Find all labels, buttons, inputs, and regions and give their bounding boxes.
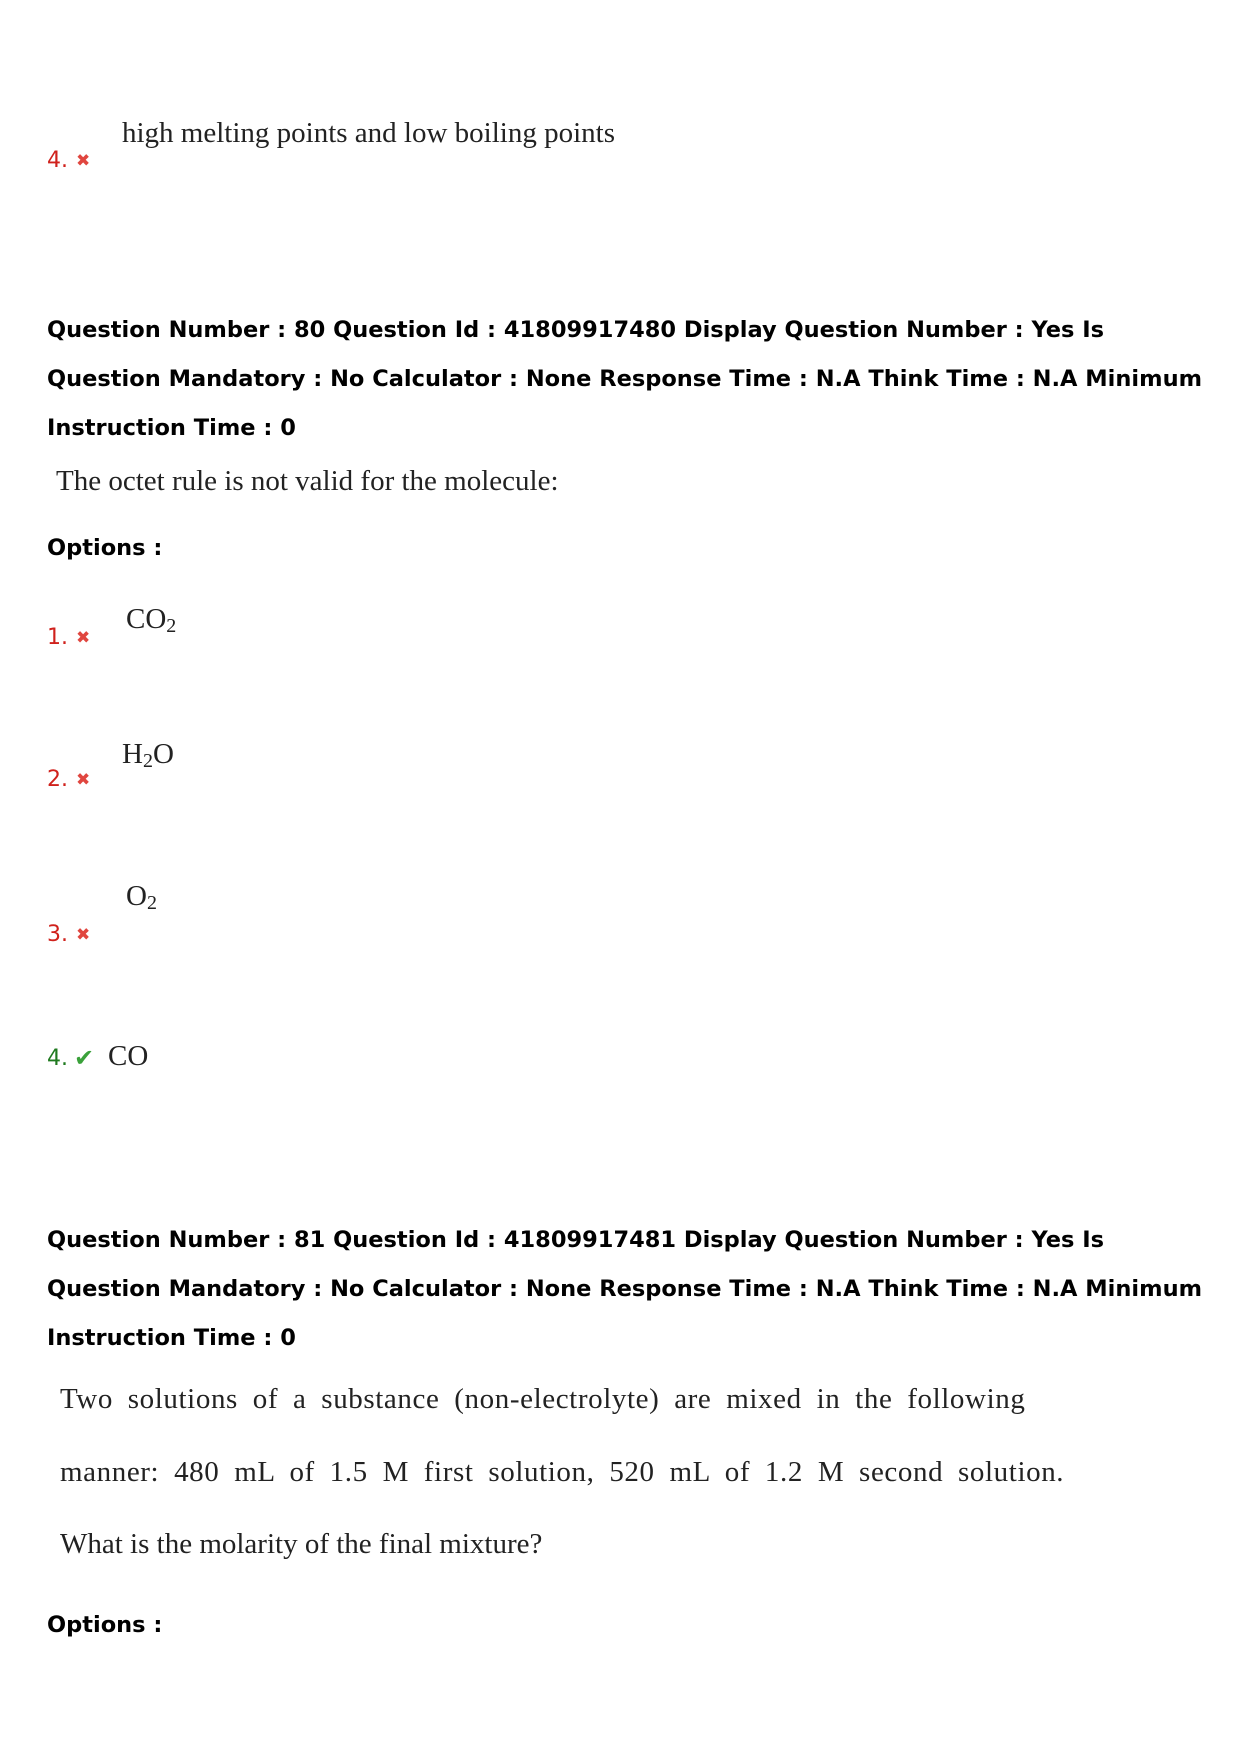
prev-option-4 (47, 148, 90, 173)
q80-option-1 (47, 625, 90, 650)
option-number: 3. (47, 922, 68, 947)
question-80-text: The octet rule is not valid for the molecule: (56, 465, 559, 497)
question-81-options-label: Options : (47, 1612, 163, 1638)
check-icon: ✔ (74, 1044, 95, 1072)
prev-option-4-text: high melting points and low boiling points (122, 117, 615, 149)
question-80-options-label: Options : (47, 535, 163, 561)
option-number: 4. (47, 1046, 68, 1071)
option-number: 4. (47, 148, 68, 173)
cross-icon: ✖ (76, 628, 91, 648)
q80-option-2 (47, 767, 90, 792)
option-number: 2. (47, 767, 68, 792)
question-81-line-2: manner: 480 mL of 1.5 M first solution, 520 mL of 1.2 M second solution. (60, 1456, 1065, 1488)
question-80-meta: Question Number : 80 Question Id : 41809917480 Display Question Number : Yes Is Question Mandatory : No Calculator : None Response Time : N.A Think Time : N.A Minimum Instruction Time : 0 (47, 317, 1203, 441)
cross-icon: ✖ (76, 770, 91, 790)
question-81-meta: Question Number : 81 Question Id : 41809917481 Display Question Number : Yes Is Question Mandatory : No Calculator : None Response Time : N.A Think Time : N.A Minimum Instruction Time : 0 (47, 1227, 1203, 1351)
question-81-line-3: What is the molarity of the final mixture? (60, 1528, 543, 1560)
q80-option-4 (47, 1044, 94, 1072)
q80-option-2-formula: $H_2O$ (122, 738, 174, 772)
cross-icon: ✖ (76, 925, 91, 945)
q80-option-1-formula: $CO_2$ (126, 603, 177, 637)
cross-icon: ✖ (76, 151, 91, 171)
option-number: 1. (47, 625, 68, 650)
question-81-line-1: Two solutions of a substance (non-electrolyte) are mixed in the following (60, 1383, 1026, 1415)
q80-option-3 (47, 922, 90, 947)
q80-option-4-formula: CO (108, 1040, 149, 1072)
q80-option-3-formula: $O_2$ (126, 880, 157, 914)
